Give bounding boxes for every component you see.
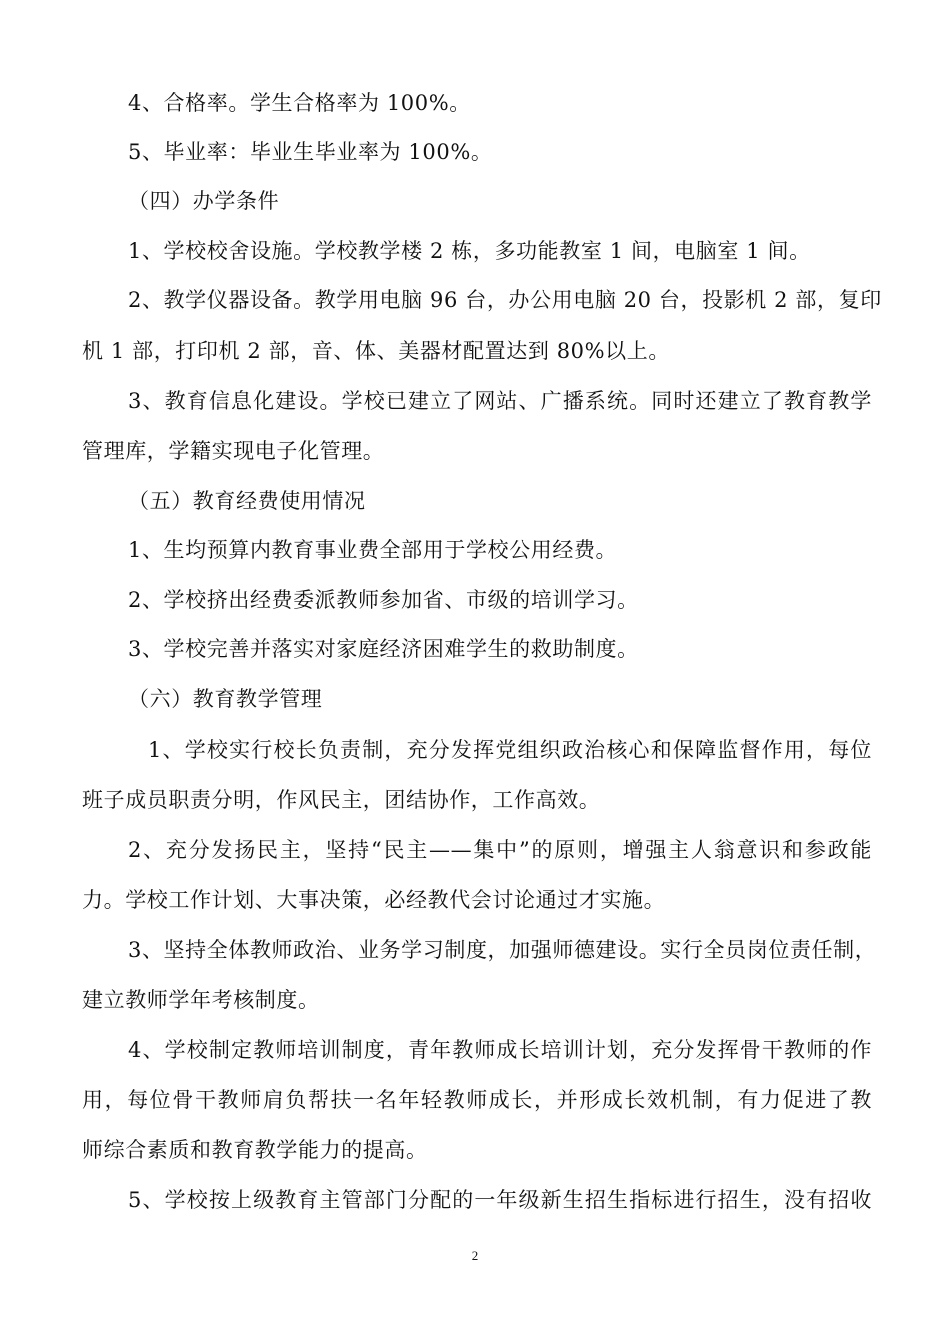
page-number: 2	[471, 1248, 479, 1263]
text-line-19: 建立教师学年考核制度。	[82, 988, 320, 1012]
text-line-22: 师综合素质和教育教学能力的提高。	[82, 1138, 428, 1162]
text-line-21: 用，每位骨干教师肩负帮扶一名年轻教师成长，并形成长效机制，有力促进了教	[82, 1088, 872, 1112]
text-line-16: 2、充分发扬民主，坚持“民主——集中”的原则，增强主人翁意识和参政能	[128, 838, 872, 862]
text-line-18: 3、坚持全体教师政治、业务学习制度，加强师德建设。实行全员岗位责任制，	[128, 938, 877, 962]
text-line-20: 4、学校制定教师培训制度，青年教师成长培训计划，充分发挥骨干教师的作	[128, 1038, 872, 1062]
text-line-10: 1、生均预算内教育事业费全部用于学校公用经费。	[128, 538, 618, 562]
text-line-8: 管理库，学籍实现电子化管理。	[82, 439, 385, 463]
text-line-15: 班子成员职责分明，作风民主，团结协作，工作高效。	[82, 788, 601, 812]
text-line-11: 2、学校挤出经费委派教师参加省、市级的培训学习。	[128, 588, 639, 612]
text-line-23: 5、学校按上级教育主管部门分配的一年级新生招生指标进行招生，没有招收	[128, 1188, 872, 1212]
text-line-14: 1、学校实行校长负责制，充分发挥党组织政治核心和保障监督作用，每位	[148, 738, 872, 762]
text-line-1: 4、合格率。学生合格率为 100%。	[128, 91, 471, 115]
text-line-12: 3、学校完善并落实对家庭经济困难学生的救助制度。	[128, 637, 639, 661]
section-heading-6: （六）教育教学管理	[128, 687, 323, 711]
text-line-5: 2、教学仪器设备。教学用电脑 96 台，办公用电脑 20 台，投影机 2 部，复印	[128, 288, 882, 312]
text-line-7: 3、教育信息化建设。学校已建立了网站、广播系统。同时还建立了教育教学	[128, 389, 872, 413]
text-line-2: 5、毕业率：毕业生毕业率为 100%。	[128, 140, 493, 164]
section-heading-4: （四）办学条件	[128, 189, 280, 213]
text-line-4: 1、学校校舍设施。学校教学楼 2 栋，多功能教室 1 间，电脑室 1 间。	[128, 239, 811, 263]
text-line-17: 力。学校工作计划、大事决策，必经教代会讨论通过才实施。	[82, 888, 666, 912]
section-heading-5: （五）教育经费使用情况	[128, 489, 366, 513]
text-line-6: 机 1 部，打印机 2 部，音、体、美器材配置达到 80%以上。	[82, 339, 670, 363]
